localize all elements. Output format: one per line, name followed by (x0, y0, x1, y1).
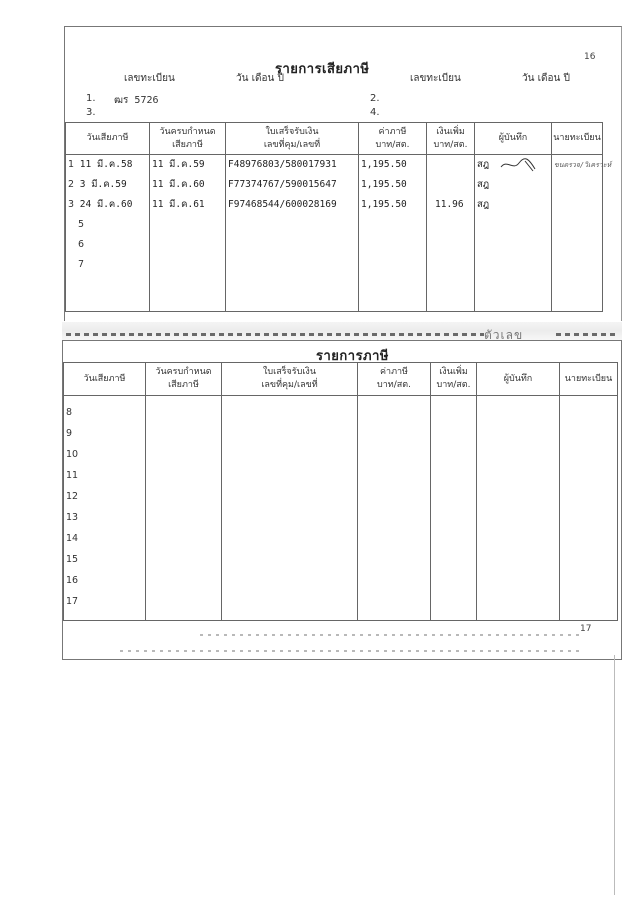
col-registrar: นายทะเบียน (552, 123, 603, 155)
row-number: 11 (66, 470, 79, 481)
row-2-recorder: สฎ (477, 179, 490, 190)
row-1-registrar-note: ขนตรวจ/วิเคราะห์ (554, 161, 612, 169)
col-tax-amount: ค่าภาษี บาท/สต. (359, 123, 427, 155)
row-3-tax-date: 3 24 มี.ค.60 (68, 199, 133, 210)
bottom-col-surcharge: เงินเพิ่ม บาท/สต. (431, 363, 477, 396)
signature-icon (495, 157, 539, 173)
bottom-form-title: รายการภาษี (316, 349, 389, 364)
bottom-col-receipt: ใบเสร็จรับเงิน เลขที่คุม/เลขที่ (222, 363, 358, 396)
row-number: 14 (66, 533, 79, 544)
row-1-surcharge (427, 155, 474, 175)
bleed-through-faint (200, 634, 580, 636)
reg-label-left: เลขทะเบียน (124, 73, 175, 84)
page-fold (62, 322, 622, 340)
row-2-surcharge (427, 175, 474, 195)
bottom-col-tax-date: วันเสียภาษี (64, 363, 146, 396)
bottom-tax-table (63, 362, 618, 621)
top-form-title: รายการเสียภาษี (275, 62, 370, 77)
date-label-left: วัน เดือน ปี (236, 73, 284, 84)
bleed-through-faint (120, 650, 580, 652)
row-2-due: 11 มี.ค.60 (152, 179, 205, 190)
bottom-page-number: 17 (580, 624, 592, 634)
row-number: 12 (66, 491, 79, 502)
row-3-due: 11 มี.ค.61 (152, 199, 205, 210)
col-due-date: วันครบกำหนด เสียภาษี (150, 123, 226, 155)
bleed-through-text: ตัวเลข (484, 328, 524, 342)
reg-2-number: 2. (370, 93, 380, 104)
row-5-number: 5 (78, 219, 85, 230)
top-page-number: 16 (584, 52, 596, 62)
table-row (64, 396, 618, 621)
row-1-recorder: สฎ (475, 155, 551, 175)
row-7-number: 7 (78, 259, 85, 270)
row-number: 17 (66, 596, 79, 607)
row-number: 13 (66, 512, 79, 523)
reg-label-right: เลขทะเบียน (410, 73, 461, 84)
row-3-receipt: F97468544/600028169 (228, 199, 337, 210)
reg-4-number: 4. (370, 107, 380, 118)
row-number: 16 (66, 575, 79, 586)
row-3-tax: 1,195.50 (361, 199, 407, 210)
reg-1-number: 1. (86, 93, 96, 104)
reg-1-value: ฒร 5726 (114, 95, 159, 106)
bottom-col-registrar: นายทะเบียน (560, 363, 618, 396)
date-label-right: วัน เดือน ปี (522, 73, 570, 84)
row-number: 9 (66, 428, 73, 439)
reg-3-number: 3. (86, 107, 96, 118)
row-6-number: 6 (78, 239, 85, 250)
col-surcharge: เงินเพิ่ม บาท/สต. (427, 123, 475, 155)
row-3-surcharge: 11.96 (435, 199, 464, 210)
row-number: 15 (66, 554, 79, 565)
row-number: 10 (66, 449, 79, 460)
table-row (66, 155, 603, 312)
top-tax-table (65, 122, 612, 312)
row-1-due: 11 มี.ค.59 (152, 159, 205, 170)
scan-edge-line (614, 655, 615, 895)
bleed-through-dots-right (556, 333, 616, 336)
row-1-tax-date: 1 11 มี.ค.58 (68, 159, 133, 170)
row-2-receipt: F77374767/590015647 (228, 179, 337, 190)
row-1-receipt: F48976803/580017931 (228, 159, 337, 170)
row-number: 8 (66, 407, 73, 418)
col-receipt: ใบเสร็จรับเงิน เลขที่คุม/เลขที่ (226, 123, 359, 155)
row-3-recorder: สฎ (477, 199, 490, 210)
row-2-tax-date: 2 3 มี.ค.59 (68, 179, 127, 190)
bottom-col-tax-amount: ค่าภาษี บาท/สต. (358, 363, 431, 396)
bleed-through-dots (66, 333, 484, 336)
row-2-tax: 1,195.50 (361, 179, 407, 190)
row-1-tax: 1,195.50 (361, 159, 407, 170)
col-recorder: ผู้บันทึก (475, 123, 552, 155)
bottom-col-recorder: ผู้บันทึก (477, 363, 560, 396)
bottom-col-due-date: วันครบกำหนด เสียภาษี (146, 363, 222, 396)
col-tax-date: วันเสียภาษี (66, 123, 150, 155)
